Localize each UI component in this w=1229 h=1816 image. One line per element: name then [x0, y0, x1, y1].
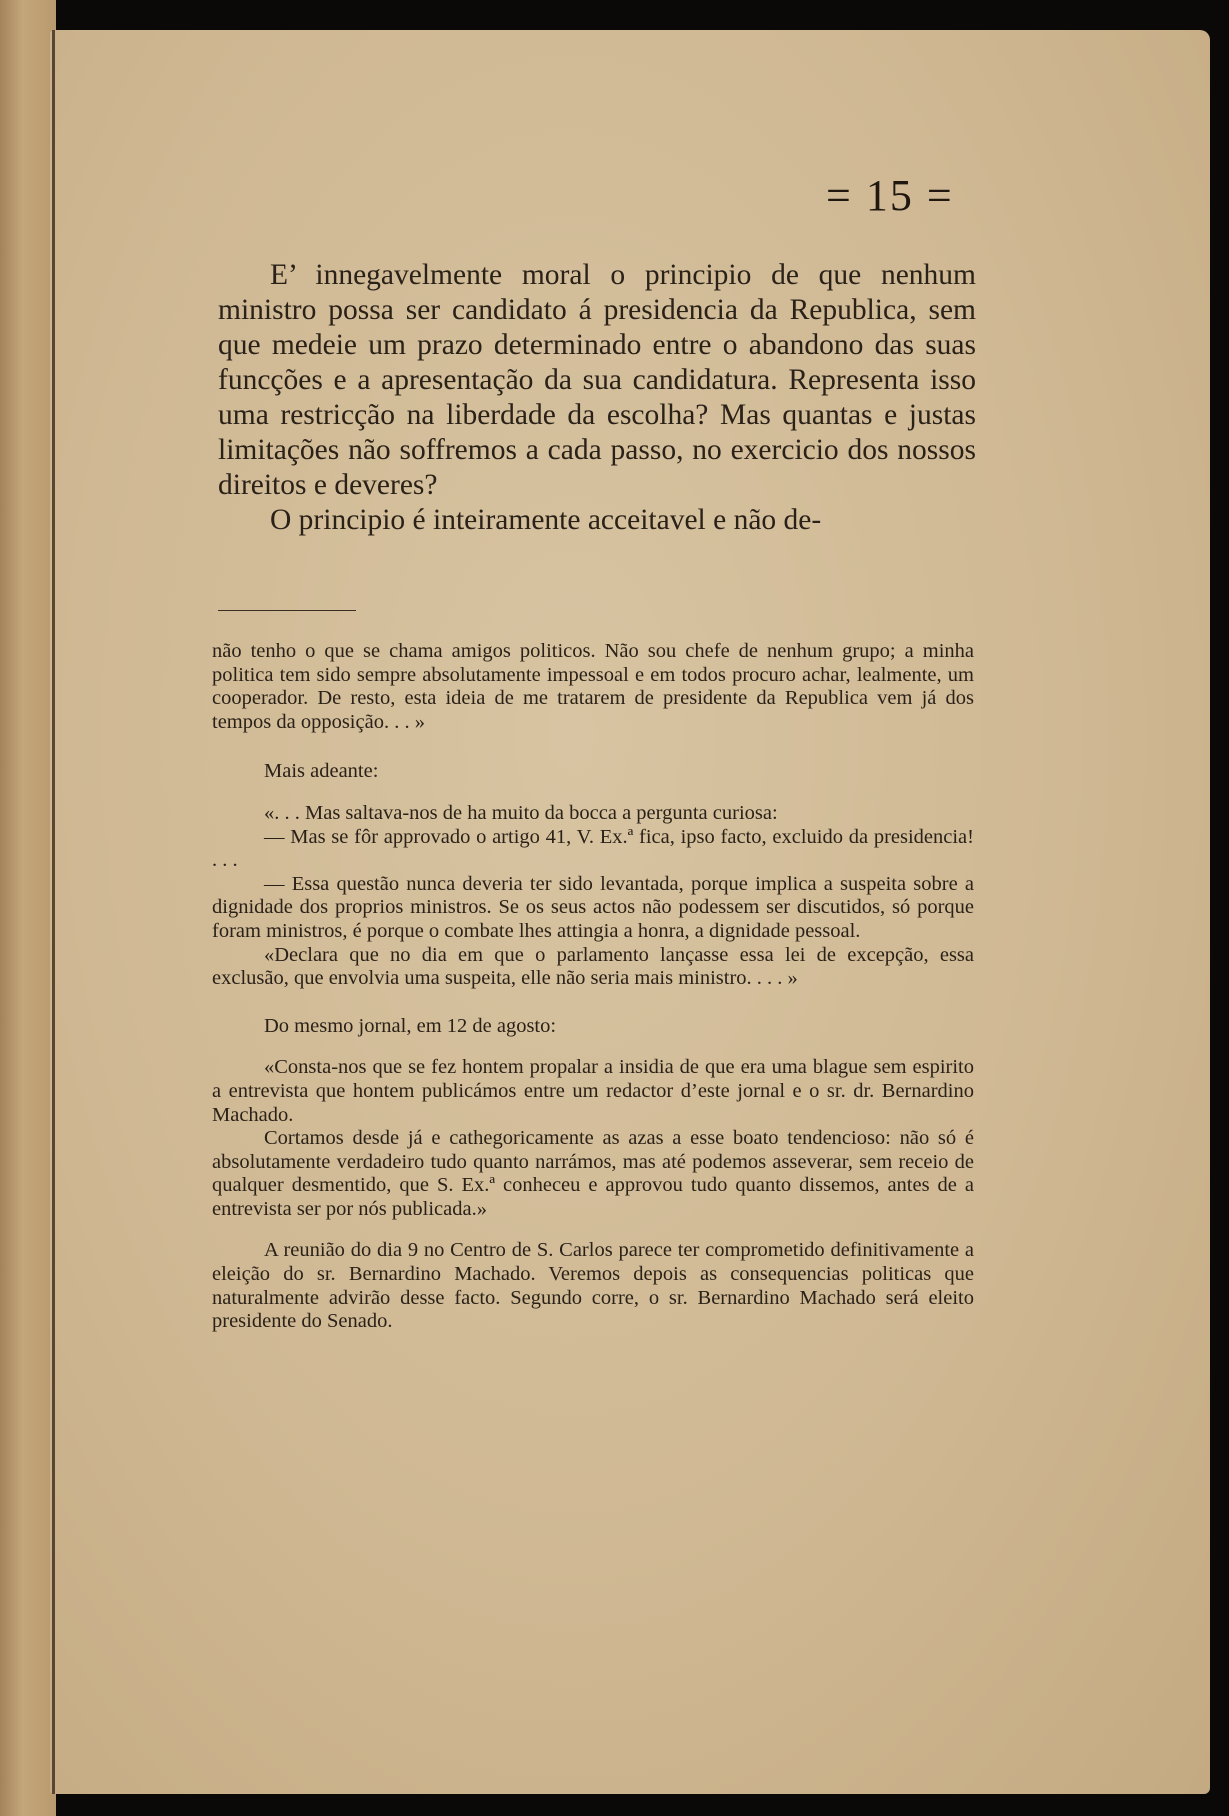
- binding-edge: [52, 30, 55, 1794]
- main-paragraph-1: E’ innegavelmente moral o principio de que nenhum ministro possa ser candidato á presidencia da Republica, sem que medeie um prazo determinado entre o abandono das suas funcções e a apresentação da sua candidatura. Representa isso uma restricção na liberdade da escolha? Mas quantas e justas limitações não soffremos a cada passo, no exercicio dos nossos direitos e deveres?: [218, 259, 976, 501]
- page-edge: [0, 0, 56, 1816]
- do-mesmo-jornal: Do mesmo jornal, em 12 de agosto:: [264, 1014, 557, 1037]
- interview-line-4: «Declara que no dia em que o parlamento lançasse essa lei de excepção, essa exclusão, que envolvia uma suspeita, elle não seria mais ministro. . . . »: [212, 943, 974, 990]
- mais-adeante: Mais adeante:: [264, 760, 379, 783]
- consta-paragraph-2: Cortamos desde já e cathegoricamente as azas a esse boato tendencioso: não só é absolutamente verdadeiro tudo quanto narrámos, mas até podemos asseverar, sem receio de qualquer desmentido, que S. Ex.ª conheceu e approvou tudo quanto dissemos, antes de a entrevista ser por nós publicada.»: [212, 1127, 974, 1220]
- interview-line-2: — Mas se fôr approvado o artigo 41, V. Ex.ª fica, ipso facto, excluido da presidencia! . . .: [212, 825, 974, 872]
- interview-line-1: «. . . Mas saltava-nos de ha muito da bocca a pergunta curiosa:: [264, 801, 778, 824]
- reuniao-paragraph: A reunião do dia 9 no Centro de S. Carlos parece ter comprometido definitivamente a eleição do sr. Bernardino Machado. Veremos depois as consequencias politicas que naturalmente advirão desse facto. Segundo corre, o sr. Bernardino Machado será eleito presidente do Senado.: [212, 1239, 974, 1333]
- footnote-text: [212, 640, 974, 1334]
- main-paragraph-2: O principio é inteiramente acceitavel e não de-: [270, 504, 822, 536]
- interview-line-3: — Essa questão nunca deveria ter sido levantada, porque implica a suspeita sobre a dignidade dos proprios ministros. Se os seus actos não podessem ser discutidos, só porque foram ministros, é porque o combate lhes attingia a honra, a dignidade pessoal.: [212, 872, 974, 942]
- consta-paragraph-1: «Consta-nos que se fez hontem propalar a insidia de que era uma blague sem espirito a entrevista que hontem publicámos entre um redactor d’este jornal e o sr. dr. Bernardino Machado.: [212, 1056, 974, 1126]
- main-text: [218, 258, 976, 538]
- quote-continuation: não tenho o que se chama amigos politicos. Não sou chefe de nenhum grupo; a minha politica tem sido sempre absolutamente impessoal e em todos procuro achar, lealmente, um cooperador. De resto, esta ideia de me tratarem de presidente da Republica vem já dos tempos da opposição. . . »: [212, 640, 974, 733]
- page-number: = 15 =: [826, 171, 954, 220]
- footnote-rule: [218, 610, 356, 611]
